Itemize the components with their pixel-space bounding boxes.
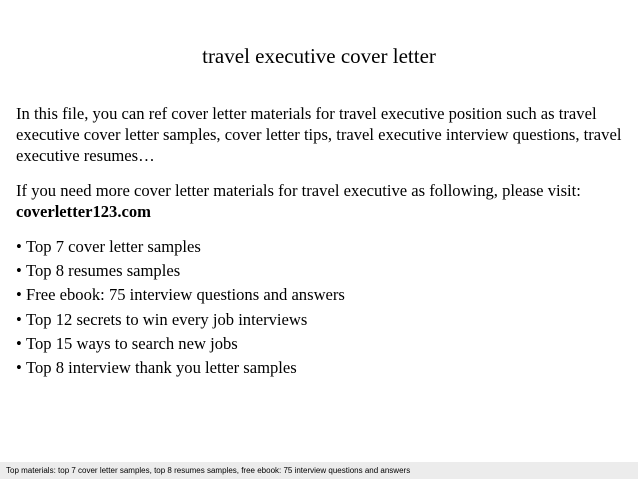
footer-text: Top materials: top 7 cover letter samples, top 8 resumes samples, free ebook: 75 interview questions and answers — [6, 466, 411, 475]
page-title: travel executive cover letter — [202, 44, 436, 68]
bullet-icon: • — [16, 237, 22, 256]
list-item-text: Top 8 resumes samples — [26, 261, 181, 281]
list-item — [16, 308, 626, 332]
list-item — [16, 235, 626, 259]
bullet-icon: • — [16, 285, 22, 305]
more-materials-text: If you need more cover letter materials for travel executive as following, please visit: — [16, 181, 581, 200]
list-item-text: Top 12 secrets to win every job interviews — [26, 309, 308, 329]
list-item-text: Top 15 ways to search new jobs — [26, 333, 238, 353]
list-item-text: Top 7 cover letter samples — [26, 237, 201, 256]
more-materials-paragraph — [16, 180, 626, 222]
site-link[interactable]: coverletter123.com — [16, 202, 151, 221]
list-item — [16, 283, 626, 307]
document-body — [16, 103, 626, 380]
list-item-text: Free ebook: 75 interview questions and answers — [26, 285, 345, 305]
list-item — [16, 356, 626, 380]
materials-list — [16, 235, 626, 380]
list-item — [16, 259, 626, 283]
list-item-text: Top 8 interview thank you letter samples — [26, 358, 297, 378]
bullet-icon: • — [16, 309, 22, 329]
bullet-icon: • — [16, 358, 22, 378]
bullet-icon: • — [16, 333, 22, 353]
list-item — [16, 332, 626, 356]
bullet-icon: • — [16, 261, 22, 281]
intro-paragraph: In this file, you can ref cover letter materials for travel executive position such as travel executive cover letter samples, cover letter tips, travel executive interview questions, travel executive resumes… — [16, 104, 622, 165]
footer-bar — [0, 462, 638, 479]
